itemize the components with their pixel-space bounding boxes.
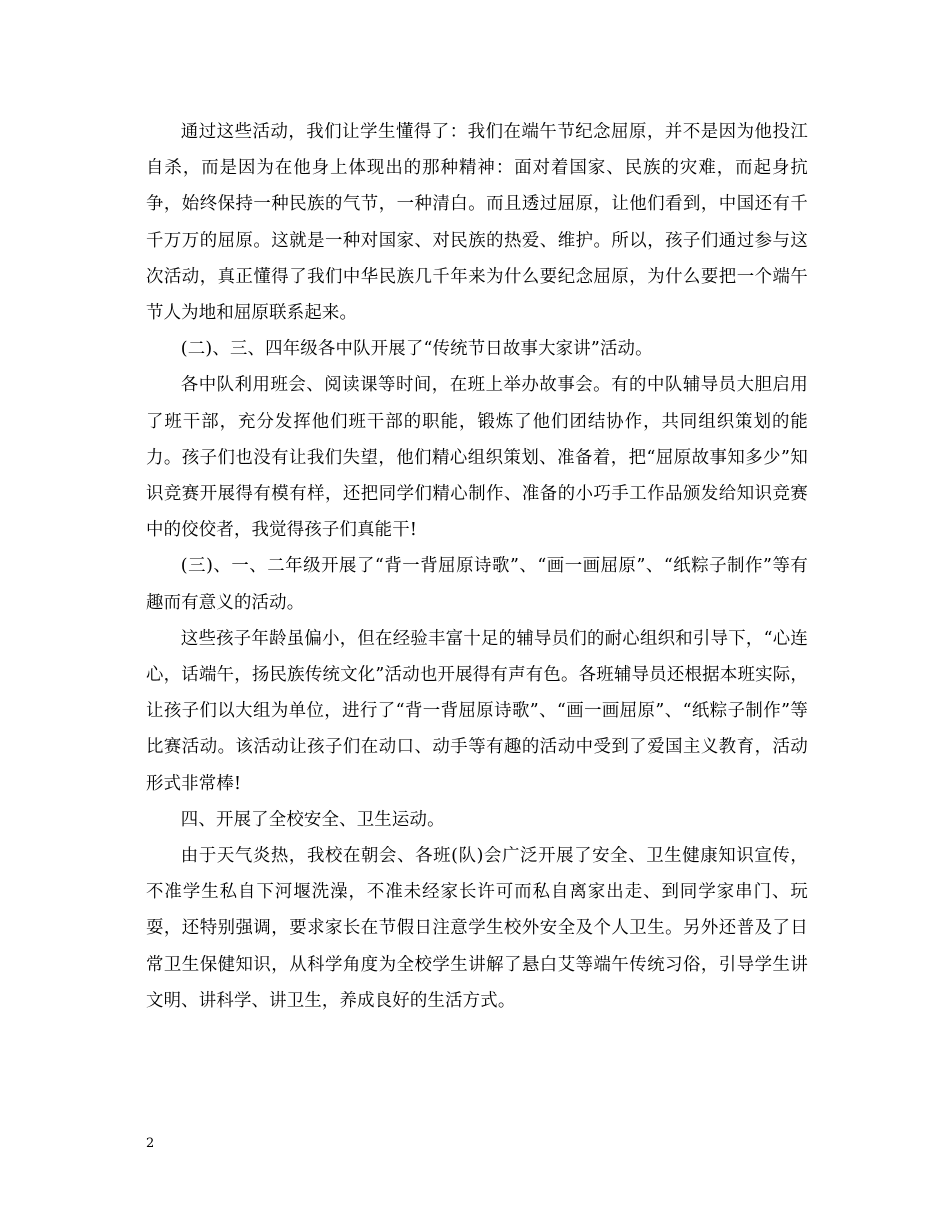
paragraph-6-heading: 四、开展了全校安全、卫生运动。 (180, 809, 445, 830)
page-number: 2 (146, 1136, 155, 1151)
paragraph-1: 通过这些活动，我们让学生懂得了：我们在端午节纪念屈原，并不是因为他投江自杀，而是因为在他身上体现出的那种精神：面对着国家、民族的灾难，而起身抗争，始终保持一种民族的气节，一种清白。而且透过屈原，让他们看到，中国还有千千万万的屈原。这就是一种对国家、对民族的热爱、维护。所以，孩子们通过参与这次活动，真正懂得了我们中华民族几千年来为什么要纪念屈原，为什么要把一个端午节人为地和屈原联系起来。 (146, 122, 808, 324)
paragraph-3: 各中队利用班会、阅读课等时间，在班上举办故事会。有的中队辅导员大胆启用了班干部，充分发挥他们班干部的职能，锻炼了他们团结协作，共同组织策划的能力。孩子们也没有让我们失望，他们精心组织策划、准备着，把“屈原故事知多少”知识竞赛开展得有模有样，还把同学们精心制作、准备的小巧手工作品颁发给知识竞赛中的佼佼者，我觉得孩子们真能干! (146, 375, 808, 541)
paragraph-7: 由于天气炎热，我校在朝会、各班(队)会广泛开展了安全、卫生健康知识宣传，不准学生私自下河堰洗澡，不准未经家长许可而私自离家出走、到同学家串门、玩耍，还特别强调，要求家长在节假日注意学生校外安全及个人卫生。另外还普及了日常卫生保健知识，从科学角度为全校学生讲解了悬白艾等端午传统习俗，引导学生讲文明、讲科学、讲卫生，养成良好的生活方式。 (146, 846, 808, 1011)
paragraph-4-heading: (三)、一、二年级开展了“背一背屈原诗歌”、“画一画屈原”、“纸粽子制作”等有趣而有意义的活动。 (146, 556, 808, 613)
body-text (146, 114, 808, 1019)
paragraph-5: 这些孩子年龄虽偏小，但在经验丰富十足的辅导员们的耐心组织和引导下，“心连心，话端午，扬民族传统文化”活动也开展得有声有色。各班辅导员还根据本班实际，让孩子们以大组为单位，进行了“背一背屈原诗歌”、“画一画屈原”、“纸粽子制作”等比赛活动。该活动让孩子们在动口、动手等有趣的活动中受到了爱国主义教育，活动形式非常棒! (146, 628, 808, 794)
paragraph-2-heading: (二)、三、四年级各中队开展了“传统节日故事大家讲”活动。 (180, 339, 653, 360)
